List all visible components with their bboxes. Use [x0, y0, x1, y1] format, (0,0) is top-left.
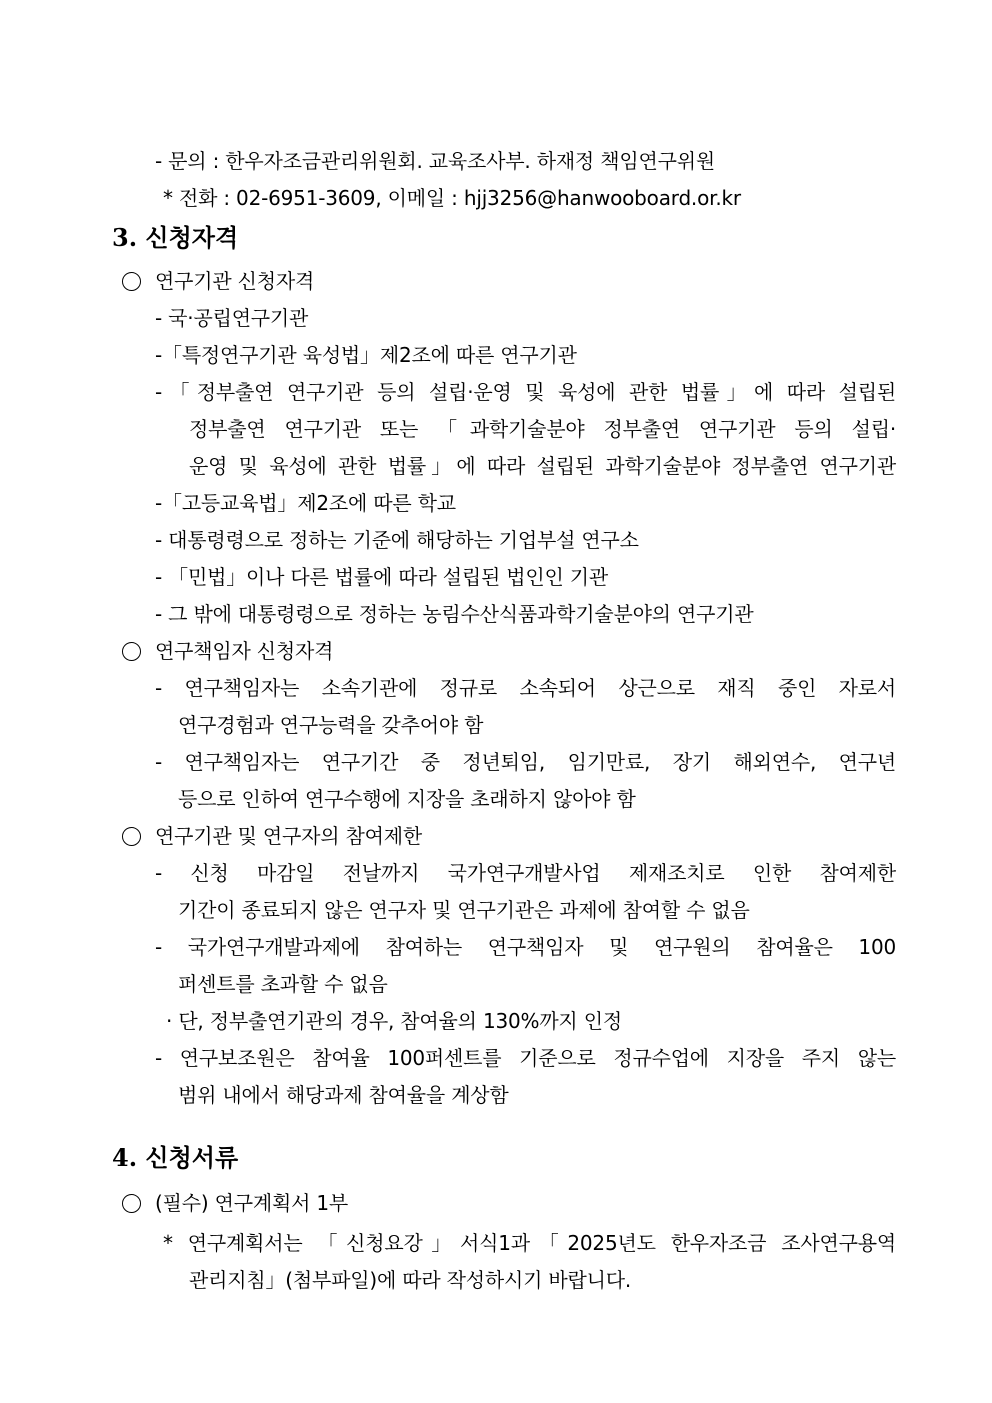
list-item-continuation: 범위 내에서 해당과제 참여율을 계상함 [178, 1083, 509, 1107]
contact-phone-email: * 전화 : 02-6951-3609, 이메일 : hjj3256@hanwooboard.or.kr [163, 186, 741, 210]
circle-bullet-icon [122, 1194, 141, 1213]
list-item: - 그 밖에 대통령령으로 정하는 농림수산식품과학기술분야의 연구기관 [155, 602, 754, 626]
list-item: - 신청 마감일 전날까지 국가연구개발사업 제재조치로 인한 참여제한 [155, 861, 896, 885]
note-text-continuation: 관리지침」(첨부파일)에 따라 작성하시기 바랍니다. [189, 1268, 632, 1292]
section-4-title: 4. 신청서류 [112, 1143, 239, 1172]
required-document-heading: (필수) 연구계획서 1부 [155, 1191, 349, 1215]
circle-bullet-icon [122, 827, 141, 846]
list-item: -「정부출연 연구기관 등의 설립·운영 및 육성에 관한 법률」에 따라 설립된 [155, 380, 896, 404]
institution-heading: 연구기관 신청자격 [155, 269, 315, 293]
list-item: - 국가연구개발과제에 참여하는 연구책임자 및 연구원의 참여율은 100 [155, 935, 896, 959]
circle-bullet-icon [122, 642, 141, 661]
circle-bullet-icon [122, 272, 141, 291]
list-item-continuation: 등으로 인하여 연구수행에 지장을 초래하지 않아야 함 [178, 787, 636, 811]
restriction-heading: 연구기관 및 연구자의 참여제한 [155, 824, 423, 848]
list-item-continuation: 기간이 종료되지 않은 연구자 및 연구기관은 과제에 참여할 수 없음 [178, 898, 750, 922]
list-item-continuation: 운영 및 육성에 관한 법률」에 따라 설립된 과학기술분야 정부출연 연구기관 [189, 454, 896, 478]
section-3-title: 3. 신청자격 [112, 223, 239, 252]
note-text: * 연구계획서는 「신청요강」서식1과「2025년도 한우자조금 조사연구용역 [163, 1231, 896, 1255]
list-item: -「특정연구기관 육성법」제2조에 따른 연구기관 [155, 343, 577, 367]
list-subitem: · 단, 정부출연기관의 경우, 참여율의 130%까지 인정 [166, 1009, 622, 1033]
list-item-continuation: 퍼센트를 초과할 수 없음 [178, 972, 388, 996]
list-item-continuation: 정부출연 연구기관 또는 「과학기술분야 정부출연 연구기관 등의 설립· [189, 417, 896, 441]
contact-inquiry: - 문의 : 한우자조금관리위원회. 교육조사부. 하재정 책임연구위원 [155, 149, 715, 173]
list-item-continuation: 연구경험과 연구능력을 갖추어야 함 [178, 713, 484, 737]
list-item: - 연구책임자는 소속기관에 정규로 소속되어 상근으로 재직 중인 자로서 [155, 676, 896, 700]
list-item: -「고등교육법」제2조에 따른 학교 [155, 491, 456, 515]
list-item: - 국·공립연구기관 [155, 306, 309, 330]
list-item: - 연구보조원은 참여율 100퍼센트를 기준으로 정규수업에 지장을 주지 않는 [155, 1046, 896, 1070]
list-item: - 대통령령으로 정하는 기준에 해당하는 기업부설 연구소 [155, 528, 639, 552]
researcher-heading: 연구책임자 신청자격 [155, 639, 334, 663]
list-item: - 「민법」이나 다른 법률에 따라 설립된 법인인 기관 [155, 565, 608, 589]
list-item: - 연구책임자는 연구기간 중 정년퇴임, 임기만료, 장기 해외연수, 연구년 [155, 750, 896, 774]
